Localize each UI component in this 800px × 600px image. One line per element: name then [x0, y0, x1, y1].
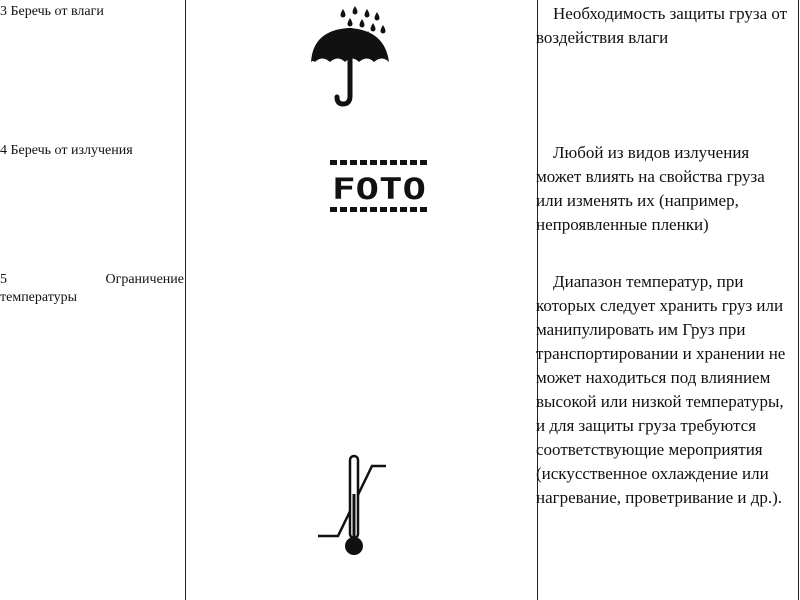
- sign-name-temperature: [0, 271, 184, 307]
- foto-label: FOTO: [332, 172, 426, 206]
- column-divider-3: [798, 0, 799, 600]
- sign-description-temperature: Диапазон температур, при которых следует хранить груз или манипулировать им Груз при транспортировании и хранении не может находиться под влиянием высокой или низкой температуры, и для защиты груза требуются соответствующие мероприятия (искусственное охлаждение или нагревание, проветривание и др.).: [536, 272, 786, 507]
- umbrella-rain-icon: [305, 0, 395, 110]
- sign-name-temperature-line2: температуры: [0, 290, 78, 305]
- column-divider-1: [185, 0, 186, 600]
- sign-name-moisture: 3 Беречь от влаги: [0, 4, 104, 19]
- sign-description-moisture: Необходимость защиты груза от воздействия влаги: [536, 4, 788, 47]
- sign-name-radiation: 4 Беречь от излучения: [0, 143, 133, 158]
- thermometer-limits-icon: [314, 450, 394, 560]
- sign-description-radiation: Любой из видов излучения может влиять на свойства груза или изменять их (например, непроявленные пленки): [536, 143, 765, 234]
- sign-name-temperature-line1: 5 Ограничение: [0, 272, 184, 287]
- foto-film-icon: [330, 158, 430, 216]
